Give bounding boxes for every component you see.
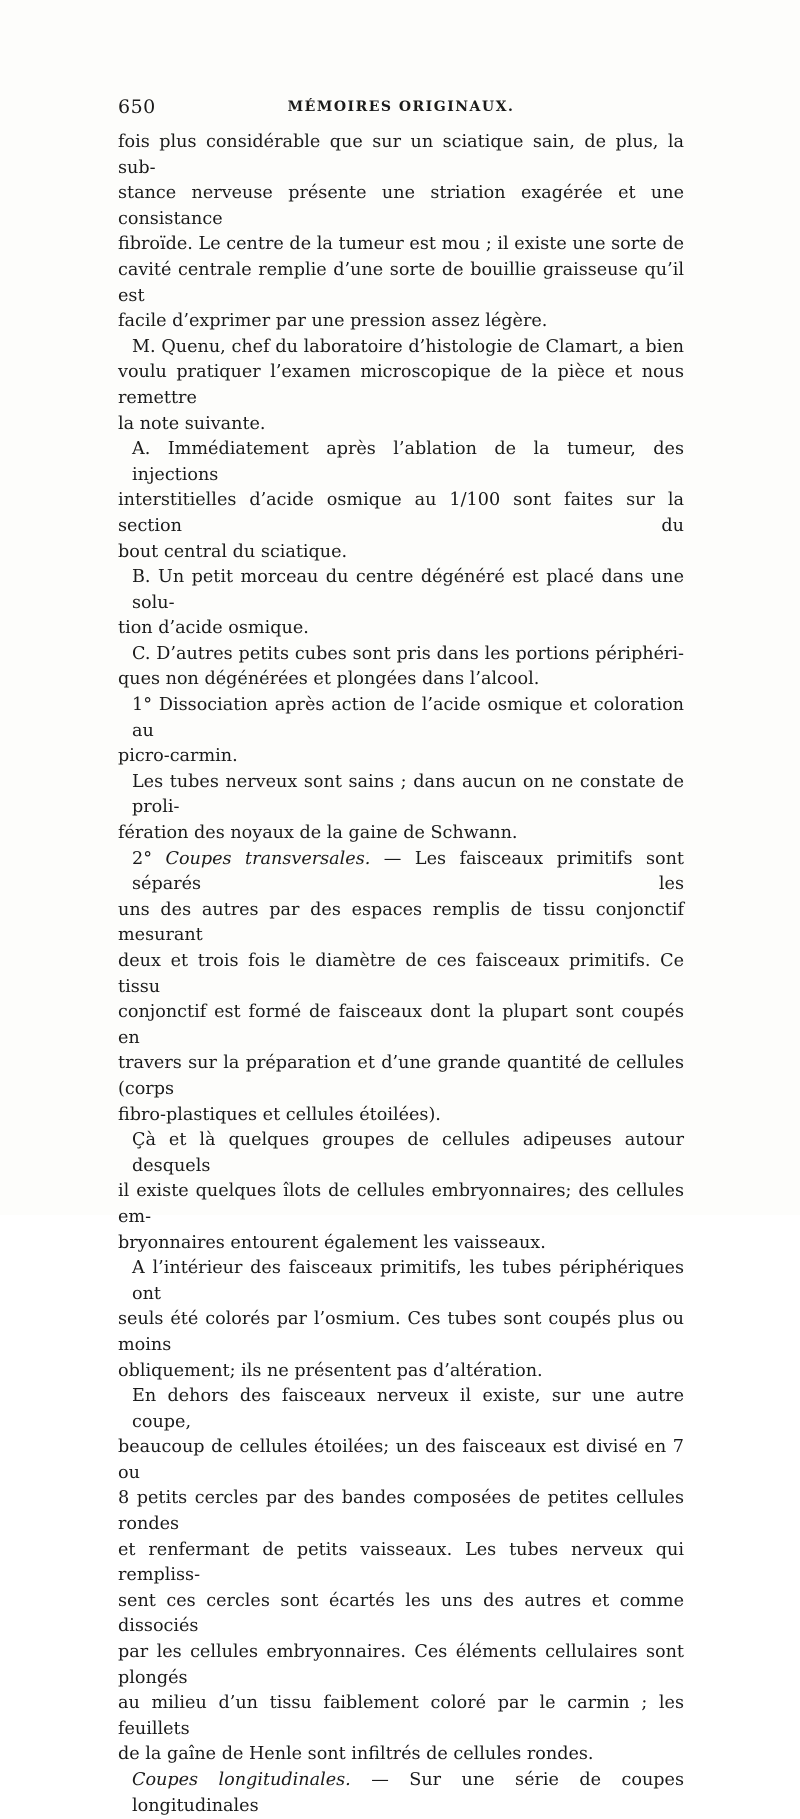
paragraph	[118, 642, 684, 693]
text-line: conjonctif est formé de faisceaux dont la plupart sont coupés en	[118, 1002, 684, 1048]
text-line: obliquement; ils ne présentent pas d’altération.	[118, 1360, 543, 1381]
line-text: — Sur une série de coupes longitudinales	[132, 1770, 684, 1816]
paragraph	[118, 1128, 684, 1256]
text-line: par les cellules embryonnaires. Ces éléments cellulaires sont plongés	[118, 1642, 684, 1688]
text-line	[118, 1768, 684, 1819]
text-line: stance nerveuse présente une striation exagérée et une consistance	[118, 183, 684, 229]
text-line: la note suivante.	[118, 413, 266, 434]
paragraph	[118, 770, 684, 847]
section-number: 2°	[132, 848, 166, 869]
text-line: fération des noyaux de la gaine de Schwann.	[118, 823, 518, 844]
text-line: cavité centrale remplie d’une sorte de bouillie graisseuse qu’il est	[118, 259, 684, 306]
paragraph	[118, 1768, 684, 1819]
text-line: fibroïde. Le centre de la tumeur est mou ; il existe une sorte de	[118, 234, 684, 255]
paragraph	[118, 335, 684, 437]
text-line: bout central du sciatique.	[118, 541, 348, 562]
section-heading: Coupes longitudinales.	[132, 1770, 351, 1790]
text-line: bryonnaires entourent également les vaisseaux.	[118, 1232, 546, 1253]
text-line: voulu pratiquer l’examen microscopique de la pièce et nous remettre	[118, 362, 684, 408]
text-line: travers sur la préparation et d’une grande quantité de cellules (corps	[118, 1053, 684, 1099]
page-number: 650	[118, 96, 156, 118]
paragraph	[118, 437, 684, 565]
text-line: sent ces cercles sont écartés les uns des autres et comme dissociés	[118, 1590, 684, 1637]
text-line	[118, 847, 684, 898]
text-line: il existe quelques îlots de cellules embryonnaires; des cellules em-	[118, 1181, 684, 1227]
text-line: beaucoup de cellules étoilées; un des faisceaux est divisé en 7 ou	[118, 1437, 684, 1483]
paragraph	[118, 1384, 684, 1768]
text-line: fois plus considérable que sur un sciatique sain, de plus, la sub-	[118, 132, 684, 178]
text-line: de la gaîne de Henle sont infiltrés de cellules rondes.	[118, 1744, 594, 1765]
text-line: A l’intérieur des faisceaux primitifs, les tubes périphériques ont	[132, 1258, 684, 1304]
line-text: — Les faisceaux primitifs sont séparés les	[132, 848, 684, 895]
text-line: Çà et là quelques groupes de cellules adipeuses autour desquels	[132, 1130, 684, 1176]
paragraph	[118, 130, 684, 335]
text-line: En dehors des faisceaux nerveux il existe, sur une autre coupe,	[132, 1386, 684, 1432]
section-heading: Coupes transversales.	[165, 848, 371, 869]
text-line: M. Quenu, chef du laboratoire d’histologie de Clamart, a bien	[132, 336, 684, 357]
text-line: seuls été colorés par l’osmium. Ces tubes sont coupés plus ou moins	[118, 1309, 684, 1355]
paragraph	[118, 847, 684, 1129]
running-title: MÉMOIRES ORIGINAUX.	[287, 99, 515, 115]
text-line: ques non dégénérées et plongées dans l’alcool.	[118, 669, 540, 690]
text-line: B. Un petit morceau du centre dégénéré est placé dans une solu-	[132, 567, 684, 613]
paragraph	[118, 565, 684, 642]
text-line: fibro-plastiques et cellules étoilées).	[118, 1104, 441, 1125]
text-line: deux et trois fois le diamètre de ces faisceaux primitifs. Ce tissu	[118, 951, 684, 997]
page-header	[118, 96, 684, 120]
paragraph	[118, 693, 684, 770]
paragraph	[118, 1256, 684, 1384]
text-line: picro-carmin.	[118, 746, 238, 767]
text-line: et renfermant de petits vaisseaux. Les tubes nerveux qui rempliss-	[118, 1539, 684, 1586]
text-line: tion d’acide osmique.	[118, 618, 309, 639]
text-line: au milieu d’un tissu faiblement coloré par le carmin ; les feuillets	[118, 1693, 684, 1739]
text-line: 1° Dissociation après action de l’acide osmique et coloration au	[132, 695, 684, 741]
body-text	[118, 130, 684, 1819]
text-line: facile d’exprimer par une pression assez légère.	[118, 311, 548, 332]
text-line: interstitielles d’acide osmique au 1/100 sont faites sur la section du	[118, 490, 684, 536]
text-line: 8 petits cercles par des bandes composées de petites cellules rondes	[118, 1488, 684, 1535]
text-line: Les tubes nerveux sont sains ; dans aucun on ne constate de proli-	[132, 771, 684, 818]
text-line: A. Immédiatement après l’ablation de la tumeur, des injections	[132, 439, 684, 485]
text-line: uns des autres par des espaces remplis de tissu conjonctif mesurant	[118, 899, 684, 946]
text-line: C. D’autres petits cubes sont pris dans les portions périphéri-	[132, 643, 684, 664]
